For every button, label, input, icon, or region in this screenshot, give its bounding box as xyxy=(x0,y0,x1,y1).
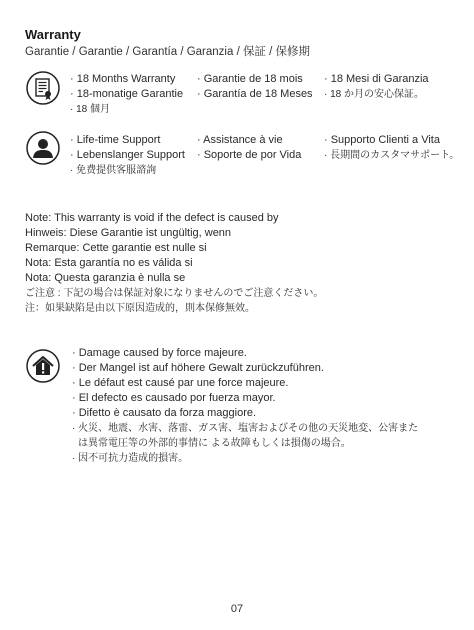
support-col1 xyxy=(70,133,185,178)
support-zh: · 免费提供客服諮詢 xyxy=(70,165,157,176)
warranty-zh: · 18 個月 xyxy=(70,104,111,115)
house-warning-icon xyxy=(26,349,60,383)
support-es: · Soporte de por Vida xyxy=(197,149,302,161)
note-line: Remarque: Cette garantie est nulle si xyxy=(25,242,207,254)
warranty-it: · 18 Mesi di Garanzia xyxy=(324,73,429,85)
note-line: ご注意 : 下記の場合は保証対象になりませんのでご注意ください。 xyxy=(25,288,324,299)
damage-line: · Der Mangel ist auf höhere Gewalt zurückzuführen. xyxy=(72,362,324,374)
support-en: · Life-time Support xyxy=(70,134,161,146)
page-number: 07 xyxy=(230,603,244,615)
document-certificate-icon xyxy=(26,71,60,105)
damage-line: · 因不可抗力造成的損害。 xyxy=(72,453,189,464)
warranty-period-col2 xyxy=(197,72,313,102)
page-title: Warranty xyxy=(25,27,81,42)
support-col3 xyxy=(324,133,459,163)
damage-line: · Damage caused by force majeure. xyxy=(72,347,247,359)
damage-line: · Le défaut est causé par une force majeure. xyxy=(72,377,289,389)
support-col2 xyxy=(197,133,301,163)
note-line: Nota: Esta garantía no es válida si xyxy=(25,257,193,269)
warranty-fr: · Garantie de 18 mois xyxy=(197,73,303,85)
void-note xyxy=(25,211,323,316)
note-line: 注：如果缺陷是由以下原因造成的，則本保修無效。 xyxy=(25,303,255,314)
damage-list xyxy=(72,346,418,466)
warranty-period-col3 xyxy=(324,72,429,102)
support-ja: · 長期間のカスタマサポート。 xyxy=(324,150,460,161)
damage-line: は異常電圧等の外部的事情に よる故障もしくは損傷の場合。 xyxy=(78,438,351,449)
damage-line: · Difetto è causato da forza maggiore. xyxy=(72,407,257,419)
note-line: Hinweis: Diese Garantie ist ungültig, wenn xyxy=(25,227,232,239)
note-line: Note: This warranty is void if the defect is caused by xyxy=(25,212,279,224)
damage-line: · El defecto es causado por fuerza mayor. xyxy=(72,392,276,404)
support-de: · Lebenslanger Support xyxy=(70,149,185,161)
warranty-en: · 18 Months Warranty xyxy=(70,73,176,85)
note-line: Nota: Questa garanzia è nulla se xyxy=(25,272,186,284)
warranty-period-col1 xyxy=(70,72,183,117)
support-it: · Supporto Clienti a Vita xyxy=(324,134,440,146)
page-subtitle: Garantie / Garantie / Garantía / Garanzia / 保証 / 保修期 xyxy=(25,46,311,58)
support-fr: · Assistance à vie xyxy=(197,134,283,146)
warranty-es: · Garantía de 18 Meses xyxy=(197,88,313,100)
warranty-de: · 18-monatige Garantie xyxy=(70,88,184,100)
damage-line: · 火災、地震、水害、落雷、ガス害、塩害およびその他の天災地変、公害また xyxy=(72,423,419,434)
warranty-ja: · 18 か月の安心保証。 xyxy=(324,89,425,100)
person-support-icon xyxy=(26,131,60,165)
